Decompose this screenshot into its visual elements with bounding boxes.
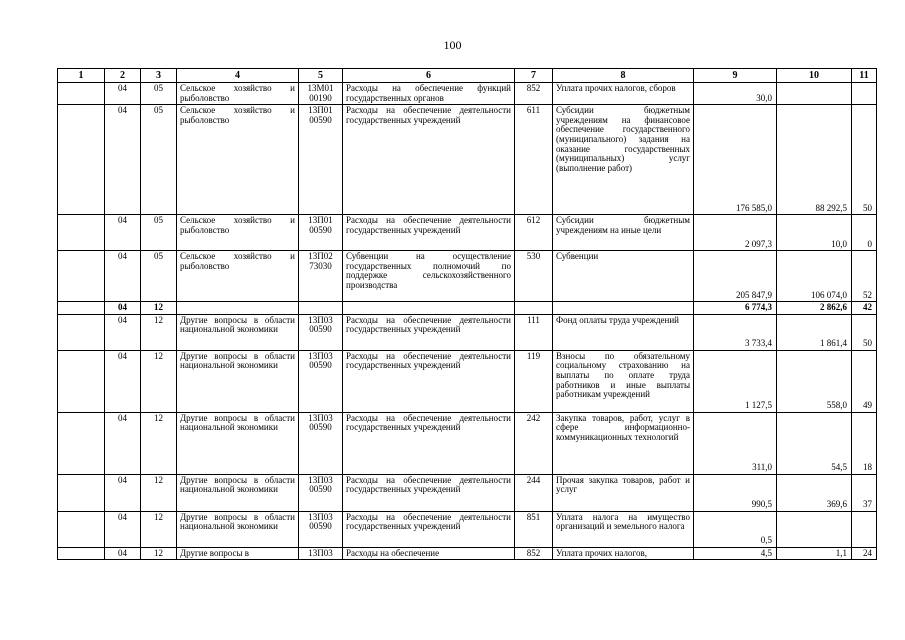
cell-col1 bbox=[58, 474, 105, 511]
cell-subsection: 05 bbox=[141, 215, 177, 251]
cell-section-name: Сельское хозяйство и рыболовство bbox=[177, 83, 299, 105]
cell-target-code: 13П01 00590 bbox=[299, 105, 343, 215]
cell-section: 04 bbox=[105, 215, 141, 251]
col-header: 11 bbox=[852, 69, 877, 83]
table-row bbox=[58, 412, 877, 474]
cell-percent: 37 bbox=[852, 474, 877, 511]
cell-col1 bbox=[58, 350, 105, 412]
cell-col1 bbox=[58, 412, 105, 474]
table-row bbox=[58, 511, 877, 547]
budget-table bbox=[57, 68, 877, 560]
cell-executed bbox=[777, 83, 852, 105]
cell-col1 bbox=[58, 83, 105, 105]
cell-expense-type: 851 bbox=[515, 511, 553, 547]
cell-executed: 88 292,5 bbox=[777, 105, 852, 215]
cell-expense-type: 852 bbox=[515, 83, 553, 105]
cell-percent: 24 bbox=[852, 547, 877, 560]
cell-target-code: 13П01 00590 bbox=[299, 215, 343, 251]
cell-expense-type: 119 bbox=[515, 350, 553, 412]
cell-section-name: Сельское хозяйство и рыболовство bbox=[177, 251, 299, 302]
cell-section: 04 bbox=[105, 511, 141, 547]
cell-approved: 2 097,3 bbox=[694, 215, 777, 251]
col-header: 8 bbox=[553, 69, 694, 83]
page-number: 100 bbox=[443, 38, 462, 52]
cell-section: 04 bbox=[105, 474, 141, 511]
cell-expense-type: 244 bbox=[515, 474, 553, 511]
col-header: 6 bbox=[343, 69, 515, 83]
cell-expense-type-name: Прочая закупка товаров, работ и услуг bbox=[553, 474, 694, 511]
cell-expense-type: 852 bbox=[515, 547, 553, 560]
cell-expense-type-name bbox=[553, 302, 694, 315]
cell-section-name: Другие вопросы в области национальной экономики bbox=[177, 412, 299, 474]
cell-percent: 0 bbox=[852, 215, 877, 251]
cell-target-code: 13П03 00590 bbox=[299, 474, 343, 511]
cell-section-name: Другие вопросы в bbox=[177, 547, 299, 560]
cell-expense-type-name: Уплата налога на имущество организаций и земельного налога bbox=[553, 511, 694, 547]
cell-target-code bbox=[299, 302, 343, 315]
cell-expense-name: Расходы на обеспечение bbox=[343, 547, 515, 560]
cell-col1 bbox=[58, 105, 105, 215]
cell-executed: 1 861,4 bbox=[777, 314, 852, 350]
header-row bbox=[58, 69, 877, 83]
cell-expense-type-name: Субвенции bbox=[553, 251, 694, 302]
cell-expense-type-name: Взносы по обязательному социальному страхованию на выплаты по оплате труда работников и иные выплаты работникам учреждений bbox=[553, 350, 694, 412]
cell-percent: 50 bbox=[852, 314, 877, 350]
table-row bbox=[58, 547, 877, 560]
table-row bbox=[58, 474, 877, 511]
cell-approved: 0,5 bbox=[694, 511, 777, 547]
cell-section-name: Другие вопросы в области национальной экономики bbox=[177, 350, 299, 412]
cell-expense-name: Расходы на обеспечение деятельности государственных учреждений bbox=[343, 215, 515, 251]
cell-expense-name: Субвенции на осуществление государственных полномочий по поддержке сельскохозяйственного производства bbox=[343, 251, 515, 302]
col-header: 5 bbox=[299, 69, 343, 83]
cell-col1 bbox=[58, 251, 105, 302]
col-header: 9 bbox=[694, 69, 777, 83]
table-row bbox=[58, 314, 877, 350]
cell-percent: 18 bbox=[852, 412, 877, 474]
cell-subsection: 12 bbox=[141, 547, 177, 560]
cell-col1 bbox=[58, 302, 105, 315]
cell-percent bbox=[852, 83, 877, 105]
cell-approved: 990,5 bbox=[694, 474, 777, 511]
cell-section: 04 bbox=[105, 350, 141, 412]
cell-subsection: 05 bbox=[141, 105, 177, 215]
cell-expense-type-name: Фонд оплаты труда учреждений bbox=[553, 314, 694, 350]
cell-target-code: 13П03 00590 bbox=[299, 511, 343, 547]
table-row bbox=[58, 251, 877, 302]
cell-expense-type-name: Уплата прочих налогов, bbox=[553, 547, 694, 560]
cell-subsection: 12 bbox=[141, 314, 177, 350]
col-header: 3 bbox=[141, 69, 177, 83]
cell-approved: 176 585,0 bbox=[694, 105, 777, 215]
cell-expense-name: Расходы на обеспечение деятельности государственных учреждений bbox=[343, 474, 515, 511]
cell-percent bbox=[852, 511, 877, 547]
cell-expense-name: Расходы на обеспечение деятельности государственных учреждений bbox=[343, 511, 515, 547]
cell-target-code: 13М01 00190 bbox=[299, 83, 343, 105]
col-header: 4 bbox=[177, 69, 299, 83]
cell-expense-type: 612 bbox=[515, 215, 553, 251]
cell-col1 bbox=[58, 547, 105, 560]
cell-expense-type-name: Уплата прочих налогов, сборов bbox=[553, 83, 694, 105]
cell-subsection: 05 bbox=[141, 83, 177, 105]
cell-subsection: 12 bbox=[141, 511, 177, 547]
cell-section-name: Другие вопросы в области национальной экономики bbox=[177, 474, 299, 511]
col-header: 2 bbox=[105, 69, 141, 83]
cell-executed: 10,0 bbox=[777, 215, 852, 251]
cell-percent: 52 bbox=[852, 251, 877, 302]
cell-approved: 30,0 bbox=[694, 83, 777, 105]
col-header: 7 bbox=[515, 69, 553, 83]
cell-expense-type: 611 bbox=[515, 105, 553, 215]
cell-expense-type-name: Субсидии бюджетным учреждениям на иные цели bbox=[553, 215, 694, 251]
col-header: 1 bbox=[58, 69, 105, 83]
cell-approved: 3 733,4 bbox=[694, 314, 777, 350]
cell-subsection: 12 bbox=[141, 302, 177, 315]
cell-executed: 54,5 bbox=[777, 412, 852, 474]
cell-expense-type bbox=[515, 302, 553, 315]
table-row bbox=[58, 83, 877, 105]
cell-section: 04 bbox=[105, 105, 141, 215]
cell-expense-type: 242 bbox=[515, 412, 553, 474]
cell-section: 04 bbox=[105, 412, 141, 474]
subtotal-row bbox=[58, 302, 877, 315]
cell-subsection: 12 bbox=[141, 412, 177, 474]
cell-expense-name: Расходы на обеспечение деятельности государственных учреждений bbox=[343, 105, 515, 215]
cell-target-code: 13П03 bbox=[299, 547, 343, 560]
cell-percent: 42 bbox=[852, 302, 877, 315]
cell-target-code: 13П03 00590 bbox=[299, 350, 343, 412]
cell-section-name: Сельское хозяйство и рыболовство bbox=[177, 215, 299, 251]
cell-expense-name: Расходы на обеспечение деятельности государственных учреждений bbox=[343, 350, 515, 412]
cell-expense-name: Расходы на обеспечение деятельности государственных учреждений bbox=[343, 314, 515, 350]
cell-subsection: 12 bbox=[141, 474, 177, 511]
cell-section: 04 bbox=[105, 547, 141, 560]
cell-section-name bbox=[177, 302, 299, 315]
cell-approved: 205 847,9 bbox=[694, 251, 777, 302]
col-header: 10 bbox=[777, 69, 852, 83]
cell-approved: 311,0 bbox=[694, 412, 777, 474]
cell-section-name: Другие вопросы в области национальной экономики bbox=[177, 314, 299, 350]
cell-section: 04 bbox=[105, 83, 141, 105]
cell-expense-name bbox=[343, 302, 515, 315]
cell-expense-name: Расходы на обеспечение функций государственных органов bbox=[343, 83, 515, 105]
cell-section: 04 bbox=[105, 314, 141, 350]
cell-subsection: 05 bbox=[141, 251, 177, 302]
cell-expense-type-name: Закупка товаров, работ, услуг в сфере информационно-коммуникационных технологий bbox=[553, 412, 694, 474]
cell-executed bbox=[777, 511, 852, 547]
cell-percent: 49 bbox=[852, 350, 877, 412]
cell-section-name: Другие вопросы в области национальной экономики bbox=[177, 511, 299, 547]
cell-target-code: 13П02 73030 bbox=[299, 251, 343, 302]
cell-col1 bbox=[58, 511, 105, 547]
cell-expense-type: 530 bbox=[515, 251, 553, 302]
cell-percent: 50 bbox=[852, 105, 877, 215]
cell-target-code: 13П03 00590 bbox=[299, 412, 343, 474]
cell-expense-type: 111 bbox=[515, 314, 553, 350]
cell-section: 04 bbox=[105, 302, 141, 315]
cell-approved: 1 127,5 bbox=[694, 350, 777, 412]
cell-executed: 2 862,6 bbox=[777, 302, 852, 315]
cell-executed: 369,6 bbox=[777, 474, 852, 511]
cell-approved: 6 774,3 bbox=[694, 302, 777, 315]
cell-section-name: Сельское хозяйство и рыболовство bbox=[177, 105, 299, 215]
cell-executed: 1,1 bbox=[777, 547, 852, 560]
cell-section: 04 bbox=[105, 251, 141, 302]
cell-subsection: 12 bbox=[141, 350, 177, 412]
cell-expense-name: Расходы на обеспечение деятельности государственных учреждений bbox=[343, 412, 515, 474]
cell-executed: 106 074,0 bbox=[777, 251, 852, 302]
table-row bbox=[58, 215, 877, 251]
table-row bbox=[58, 105, 877, 215]
cell-col1 bbox=[58, 314, 105, 350]
cell-executed: 558,0 bbox=[777, 350, 852, 412]
table-row bbox=[58, 350, 877, 412]
cell-col1 bbox=[58, 215, 105, 251]
cell-approved: 4,5 bbox=[694, 547, 777, 560]
cell-target-code: 13П03 00590 bbox=[299, 314, 343, 350]
cell-expense-type-name: Субсидии бюджетным учреждениям на финансовое обеспечение государственного (муниципального) задания на оказание государственных (муниципальных) услуг (выполнение работ) bbox=[553, 105, 694, 215]
